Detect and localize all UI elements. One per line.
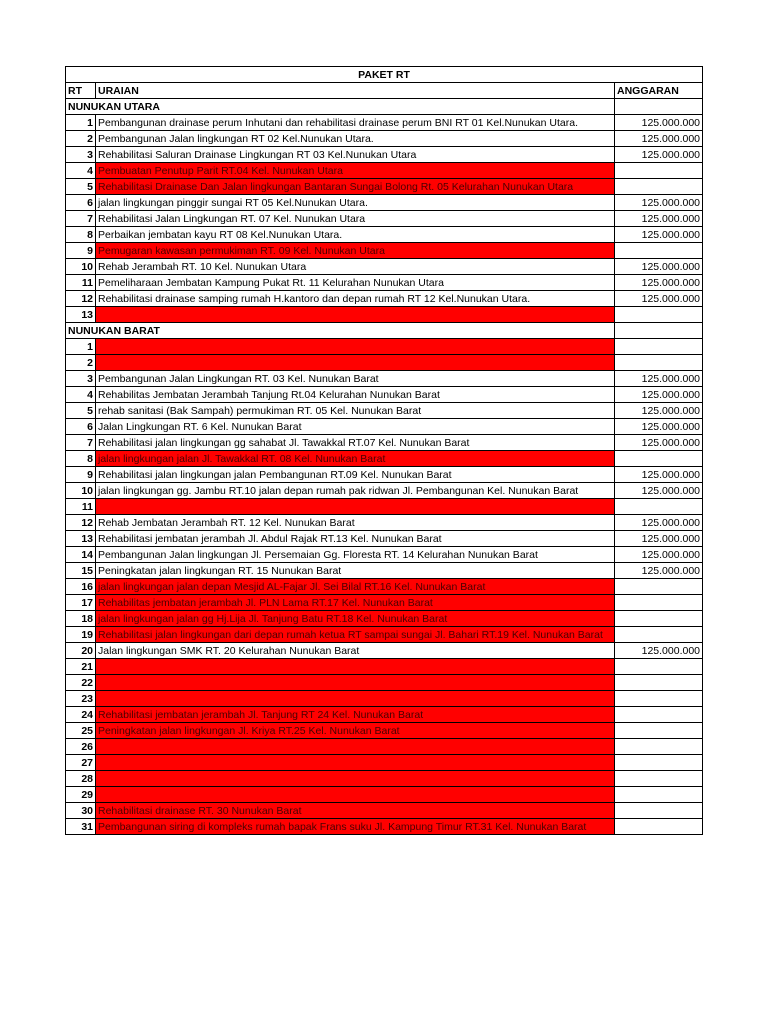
cell-uraian: Rehabilitasi jembatan jerambah Jl. Tanjung RT 24 Kel. Nunukan Barat: [96, 707, 615, 723]
table-row: [66, 403, 703, 419]
cell-anggaran: 125.000.000: [615, 547, 703, 563]
table-row: [66, 211, 703, 227]
cell-rt: 19: [66, 627, 96, 643]
cell-uraian: jalan lingkungan jalan gg Hj.Lija Jl. Tanjung Batu RT.18 Kel. Nunukan Barat: [96, 611, 615, 627]
cell-anggaran: 125.000.000: [615, 275, 703, 291]
cell-uraian: Peningkatan jalan lingkungan RT. 15 Nunukan Barat: [96, 563, 615, 579]
cell-uraian: Rehabilitasi drainase RT. 30 Nunukan Barat: [96, 803, 615, 819]
cell-uraian: Perbaikan jembatan kayu RT 08 Kel.Nunukan Utara.: [96, 227, 615, 243]
cell-anggaran: [615, 819, 703, 835]
cell-uraian: jalan lingkungan pinggir sungai RT 05 Kel.Nunukan Utara.: [96, 195, 615, 211]
cell-uraian: Rehabilitasi jalan lingkungan jalan Pembangunan RT.09 Kel. Nunukan Barat: [96, 467, 615, 483]
cell-rt: 11: [66, 499, 96, 515]
table-row: [66, 803, 703, 819]
section-row: [66, 323, 703, 339]
table-row: [66, 467, 703, 483]
table-row: [66, 291, 703, 307]
table-row: [66, 499, 703, 515]
table-row: [66, 819, 703, 835]
cell-uraian: Pemeliharaan Jembatan Kampung Pukat Rt. 11 Kelurahan Nunukan Utara: [96, 275, 615, 291]
cell-rt: 16: [66, 579, 96, 595]
table-row: [66, 195, 703, 211]
table-row: [66, 147, 703, 163]
cell-rt: 23: [66, 691, 96, 707]
cell-anggaran: 125.000.000: [615, 419, 703, 435]
cell-uraian: Peningkatan jalan lingkungan Jl. Kriya RT.25 Kel. Nunukan Barat: [96, 723, 615, 739]
cell-rt: 31: [66, 819, 96, 835]
cell-uraian: jalan lingkungan jalan Jl. Tawakkal RT. 08 Kel. Nunukan Barat: [96, 451, 615, 467]
cell-uraian: [96, 339, 615, 355]
table-row: [66, 115, 703, 131]
table-row: [66, 531, 703, 547]
cell-anggaran: [615, 355, 703, 371]
table-row: [66, 227, 703, 243]
cell-uraian: Pembangunan siring di kompleks rumah bapak Frans suku Jl. Kampung Timur RT.31 Kel. Nunukan Barat: [96, 819, 615, 835]
cell-anggaran: 125.000.000: [615, 531, 703, 547]
cell-anggaran: [615, 659, 703, 675]
table-row: [66, 515, 703, 531]
cell-uraian: [96, 307, 615, 323]
table-row: [66, 627, 703, 643]
cell-rt: 18: [66, 611, 96, 627]
table-row: [66, 419, 703, 435]
cell-rt: 13: [66, 531, 96, 547]
cell-uraian: Rehabilitasi jembatan jerambah Jl. Abdul Rajak RT.13 Kel. Nunukan Barat: [96, 531, 615, 547]
cell-uraian: [96, 499, 615, 515]
cell-rt: 2: [66, 355, 96, 371]
cell-rt: 6: [66, 195, 96, 211]
title-row: [66, 67, 703, 83]
cell-anggaran: [615, 339, 703, 355]
cell-anggaran: 125.000.000: [615, 403, 703, 419]
cell-anggaran: [615, 579, 703, 595]
cell-uraian: [96, 739, 615, 755]
cell-rt: 10: [66, 259, 96, 275]
table-row: [66, 771, 703, 787]
cell-uraian: Rehabilitasi drainase samping rumah H.kantoro dan depan rumah RT 12 Kel.Nunukan Utara.: [96, 291, 615, 307]
table-row: [66, 387, 703, 403]
cell-anggaran: 125.000.000: [615, 195, 703, 211]
cell-anggaran: [615, 499, 703, 515]
cell-anggaran: 125.000.000: [615, 643, 703, 659]
cell-rt: 17: [66, 595, 96, 611]
cell-rt: 20: [66, 643, 96, 659]
table-row: [66, 739, 703, 755]
section-empty-cell: [615, 99, 703, 115]
paket-rt-table: [65, 66, 703, 835]
cell-anggaran: [615, 771, 703, 787]
cell-rt: 29: [66, 787, 96, 803]
cell-anggaran: 125.000.000: [615, 467, 703, 483]
cell-uraian: Rehabilitasi jalan lingkungan dari depan rumah ketua RT sampai sungai Jl. Bahari RT.19 Kel. Nunukan Barat: [96, 627, 615, 643]
cell-rt: 5: [66, 403, 96, 419]
table-row: [66, 275, 703, 291]
table-row: [66, 179, 703, 195]
cell-rt: 9: [66, 243, 96, 259]
table-row: [66, 307, 703, 323]
section-row: [66, 99, 703, 115]
cell-uraian: Rehabilitasi Drainase Dan Jalan lingkungan Bantaran Sungai Bolong Rt. 05 Kelurahan Nunukan Utara: [96, 179, 615, 195]
section-title: NUNUKAN BARAT: [66, 323, 615, 339]
cell-rt: 7: [66, 435, 96, 451]
table-row: [66, 787, 703, 803]
cell-anggaran: [615, 163, 703, 179]
cell-rt: 5: [66, 179, 96, 195]
cell-anggaran: [615, 803, 703, 819]
cell-rt: 3: [66, 147, 96, 163]
cell-uraian: Pembangunan drainase perum Inhutani dan rehabilitasi drainase perum BNI RT 01 Kel.Nunukan Utara.: [96, 115, 615, 131]
cell-rt: 9: [66, 467, 96, 483]
cell-anggaran: [615, 451, 703, 467]
cell-uraian: Rehabilitas jembatan jerambah Jl. PLN Lama RT.17 Kel. Nunukan Barat: [96, 595, 615, 611]
cell-rt: 26: [66, 739, 96, 755]
table-row: [66, 723, 703, 739]
cell-rt: 24: [66, 707, 96, 723]
cell-rt: 13: [66, 307, 96, 323]
table-row: [66, 691, 703, 707]
cell-anggaran: 125.000.000: [615, 131, 703, 147]
cell-rt: 8: [66, 451, 96, 467]
cell-anggaran: [615, 307, 703, 323]
cell-anggaran: 125.000.000: [615, 259, 703, 275]
cell-anggaran: 125.000.000: [615, 515, 703, 531]
cell-uraian: jalan lingkungan jalan depan Mesjid AL-Fajar Jl. Sei Bilal RT.16 Kel. Nunukan Barat: [96, 579, 615, 595]
section-title: NUNUKAN UTARA: [66, 99, 615, 115]
cell-anggaran: 125.000.000: [615, 435, 703, 451]
cell-uraian: [96, 787, 615, 803]
cell-anggaran: [615, 243, 703, 259]
cell-rt: 11: [66, 275, 96, 291]
table-row: [66, 435, 703, 451]
cell-anggaran: [615, 787, 703, 803]
cell-uraian: [96, 659, 615, 675]
cell-anggaran: 125.000.000: [615, 371, 703, 387]
cell-anggaran: [615, 179, 703, 195]
table-row: [66, 243, 703, 259]
cell-rt: 3: [66, 371, 96, 387]
table-row: [66, 707, 703, 723]
cell-anggaran: [615, 755, 703, 771]
cell-anggaran: 125.000.000: [615, 147, 703, 163]
table-title: PAKET RT: [66, 67, 703, 83]
cell-uraian: Pemugaran kawasan permukiman RT. 09 Kel. Nunukan Utara: [96, 243, 615, 259]
cell-rt: 8: [66, 227, 96, 243]
header-rt: RT: [66, 83, 96, 99]
table-body: [66, 67, 703, 835]
table-row: [66, 755, 703, 771]
cell-rt: 2: [66, 131, 96, 147]
cell-uraian: [96, 771, 615, 787]
table-row: [66, 371, 703, 387]
cell-rt: 4: [66, 163, 96, 179]
table-row: [66, 611, 703, 627]
cell-uraian: Pembangunan Jalan lingkungan Jl. Persemaian Gg. Floresta RT. 14 Kelurahan Nunukan Barat: [96, 547, 615, 563]
table-row: [66, 259, 703, 275]
cell-rt: 10: [66, 483, 96, 499]
section-empty-cell: [615, 323, 703, 339]
cell-anggaran: 125.000.000: [615, 387, 703, 403]
cell-anggaran: 125.000.000: [615, 211, 703, 227]
cell-anggaran: [615, 627, 703, 643]
cell-rt: 15: [66, 563, 96, 579]
cell-anggaran: [615, 691, 703, 707]
cell-uraian: [96, 755, 615, 771]
header-uraian: URAIAN: [96, 83, 615, 99]
table-row: [66, 595, 703, 611]
cell-uraian: Pembangunan Jalan Lingkungan RT. 03 Kel. Nunukan Barat: [96, 371, 615, 387]
cell-uraian: Pembuatan Penutup Parit RT.04 Kel. Nunukan Utara: [96, 163, 615, 179]
table-row: [66, 643, 703, 659]
cell-rt: 21: [66, 659, 96, 675]
cell-anggaran: [615, 723, 703, 739]
cell-rt: 12: [66, 515, 96, 531]
cell-uraian: Rehabilitasi Saluran Drainase Lingkungan RT 03 Kel.Nunukan Utara: [96, 147, 615, 163]
cell-anggaran: [615, 707, 703, 723]
cell-rt: 7: [66, 211, 96, 227]
cell-rt: 30: [66, 803, 96, 819]
cell-anggaran: 125.000.000: [615, 563, 703, 579]
header-row: [66, 83, 703, 99]
cell-uraian: Rehabilitasi jalan lingkungan gg sahabat Jl. Tawakkal RT.07 Kel. Nunukan Barat: [96, 435, 615, 451]
cell-uraian: Rehab Jembatan Jerambah RT. 12 Kel. Nunukan Barat: [96, 515, 615, 531]
cell-rt: 6: [66, 419, 96, 435]
cell-rt: 14: [66, 547, 96, 563]
cell-rt: 12: [66, 291, 96, 307]
cell-rt: 1: [66, 339, 96, 355]
cell-anggaran: [615, 595, 703, 611]
cell-rt: 27: [66, 755, 96, 771]
cell-anggaran: 125.000.000: [615, 227, 703, 243]
table-row: [66, 355, 703, 371]
cell-uraian: [96, 355, 615, 371]
header-anggaran: ANGGARAN: [615, 83, 703, 99]
table-row: [66, 563, 703, 579]
cell-uraian: Jalan lingkungan SMK RT. 20 Kelurahan Nunukan Barat: [96, 643, 615, 659]
cell-rt: 25: [66, 723, 96, 739]
cell-anggaran: 125.000.000: [615, 291, 703, 307]
cell-uraian: jalan lingkungan gg. Jambu RT.10 jalan depan rumah pak ridwan Jl. Pembangunan Kel. Nunukan Barat: [96, 483, 615, 499]
cell-uraian: [96, 691, 615, 707]
cell-rt: 28: [66, 771, 96, 787]
table-row: [66, 163, 703, 179]
cell-rt: 22: [66, 675, 96, 691]
cell-anggaran: [615, 675, 703, 691]
table-row: [66, 339, 703, 355]
cell-uraian: Rehabilitasi Jalan Lingkungan RT. 07 Kel. Nunukan Utara: [96, 211, 615, 227]
table-row: [66, 451, 703, 467]
cell-uraian: Rehabilitas Jembatan Jerambah Tanjung Rt.04 Kelurahan Nunukan Barat: [96, 387, 615, 403]
table-row: [66, 131, 703, 147]
cell-anggaran: [615, 611, 703, 627]
table-row: [66, 483, 703, 499]
table-row: [66, 579, 703, 595]
cell-uraian: Pembangunan Jalan lingkungan RT 02 Kel.Nunukan Utara.: [96, 131, 615, 147]
cell-rt: 1: [66, 115, 96, 131]
cell-uraian: Rehab Jerambah RT. 10 Kel. Nunukan Utara: [96, 259, 615, 275]
table-row: [66, 547, 703, 563]
cell-anggaran: [615, 739, 703, 755]
table-row: [66, 675, 703, 691]
cell-anggaran: 125.000.000: [615, 483, 703, 499]
cell-uraian: Jalan Lingkungan RT. 6 Kel. Nunukan Barat: [96, 419, 615, 435]
cell-uraian: [96, 675, 615, 691]
cell-rt: 4: [66, 387, 96, 403]
cell-uraian: rehab sanitasi (Bak Sampah) permukiman RT. 05 Kel. Nunukan Barat: [96, 403, 615, 419]
table-row: [66, 659, 703, 675]
cell-anggaran: 125.000.000: [615, 115, 703, 131]
